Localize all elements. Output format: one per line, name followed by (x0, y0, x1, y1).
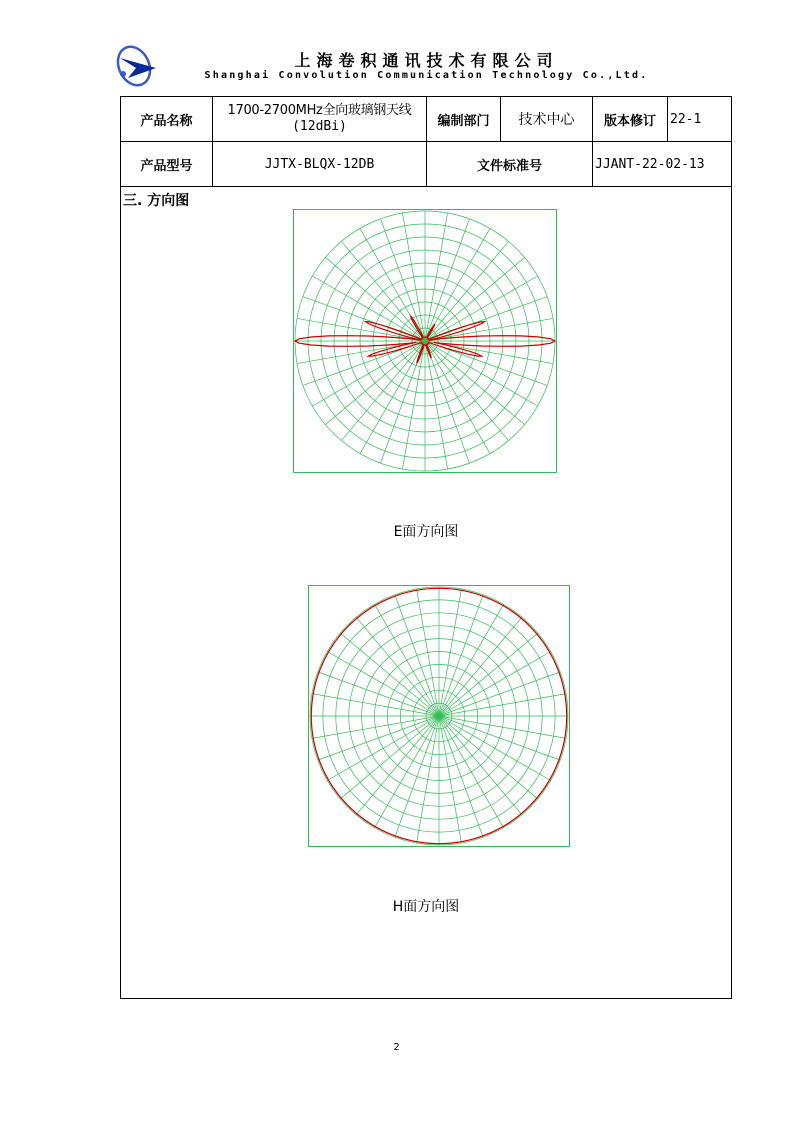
product-name-value (213, 97, 427, 142)
doc-no-value: JJANT-22-02-13 (593, 142, 732, 187)
dept-label: 编制部门 (427, 97, 501, 142)
section-title: 三. 方向图 (123, 193, 190, 209)
company-name-en: Shanghai Convolution Communication Technology Co.,Ltd. (204, 70, 649, 81)
product-name-label: 产品名称 (121, 97, 213, 142)
model-value: JJTX-BLQX-12DB (213, 142, 427, 187)
e-plane-caption: E面方向图 (393, 524, 459, 540)
page-number: 2 (393, 1042, 400, 1053)
doc-no-label: 文件标准号 (427, 142, 593, 187)
company-name-cn: 上海卷积通讯技术有限公司 (294, 51, 559, 70)
h-plane-caption: H面方向图 (392, 899, 460, 915)
model-label: 产品型号 (121, 142, 213, 187)
e-plane-chart (293, 209, 557, 473)
dept-value: 技术中心 (501, 97, 593, 142)
product-name-line1: 1700-2700MHz全向玻璃钢天线 (227, 103, 412, 118)
product-info-table (120, 96, 732, 187)
product-name-line2: (12dBi) (292, 119, 347, 134)
pattern-section (120, 186, 732, 999)
revision-value: 22-1 (668, 97, 732, 142)
revision-label: 版本修订 (593, 97, 668, 142)
h-plane-chart (308, 585, 570, 847)
